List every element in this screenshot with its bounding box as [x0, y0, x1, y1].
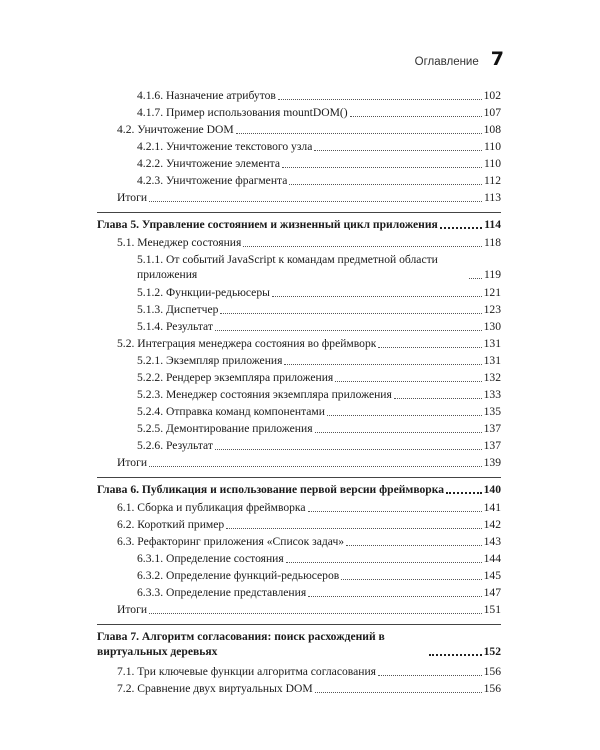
- toc-entry-5-2-6[interactable]: [137, 438, 501, 453]
- toc-entry-5-1[interactable]: [117, 235, 501, 250]
- dot-leader: [378, 347, 481, 348]
- dot-leader: [314, 150, 482, 151]
- toc-entry-page: 121: [483, 286, 501, 299]
- toc-entry-5-2[interactable]: [117, 336, 501, 351]
- toc-entry-page: 123: [483, 303, 501, 316]
- dot-leader: [440, 227, 482, 229]
- dot-leader: [308, 596, 481, 597]
- toc-entry-page: 144: [483, 552, 501, 565]
- chapter-divider: [97, 212, 501, 213]
- toc-entry-title: 5.2.5. Демонтирование приложения: [137, 422, 313, 435]
- toc-entry-title: 4.2.3. Уничтожение фрагмента: [137, 174, 288, 187]
- toc-entry-page: 151: [483, 603, 501, 616]
- toc-entry-5-2-3[interactable]: [137, 387, 501, 402]
- dot-leader: [278, 99, 482, 100]
- toc-entry-title: 5.2.3. Менеджер состояния экземпляра приложения: [137, 388, 392, 401]
- toc-entry-page: 119: [484, 268, 501, 281]
- dot-leader: [272, 296, 482, 297]
- dot-leader: [243, 246, 482, 247]
- toc-entry-5-2-5[interactable]: [137, 421, 501, 436]
- toc-entry-title: 7.2. Сравнение двух виртуальных DOM: [117, 682, 313, 695]
- toc-entry-title: 5.1.3. Диспетчер: [137, 303, 219, 316]
- dot-leader: [327, 415, 482, 416]
- toc-entry-page: 132: [483, 371, 501, 384]
- dot-leader: [429, 654, 482, 656]
- toc-entry-5-2-4[interactable]: [137, 404, 501, 419]
- toc-entry-title: 5.2. Интеграция менеджера состояния во фреймворк: [117, 337, 377, 350]
- toc-entry-page: 133: [483, 388, 501, 401]
- toc-chapter-5[interactable]: [97, 217, 501, 232]
- dot-leader: [226, 528, 481, 529]
- toc-entry-page: 142: [483, 518, 501, 531]
- toc-entry-4-2[interactable]: [117, 122, 501, 137]
- toc-entry-page: 131: [483, 354, 501, 367]
- dot-leader: [282, 167, 482, 168]
- toc-entry-page: 131: [483, 337, 501, 350]
- toc-entry-5-2-1[interactable]: [137, 353, 501, 368]
- toc-entry-6-3-3[interactable]: [137, 585, 501, 600]
- toc-entry-title: Итоги: [117, 456, 148, 469]
- toc-entry-5-1-4[interactable]: [137, 319, 501, 334]
- page-number: 7: [490, 48, 504, 70]
- toc-entry-title: 4.2.2. Уничтожение элемента: [137, 157, 281, 170]
- toc-entry-title: 4.1.6. Назначение атрибутов: [137, 89, 276, 102]
- dot-leader: [315, 692, 482, 693]
- toc-entry-6-3-1[interactable]: [137, 551, 501, 566]
- toc-entry-6-1[interactable]: [117, 500, 501, 515]
- toc-entry-page: 139: [483, 456, 501, 469]
- dot-leader: [378, 675, 482, 676]
- toc-entry-title: 6.1. Сборка и публикация фреймворка: [117, 501, 306, 514]
- toc-entry-title: 6.3.3. Определение представления: [137, 586, 307, 599]
- toc-chapter-title: Глава 7. Алгоритм согласования: поиск расхождений в виртуальных деревьях: [97, 630, 385, 658]
- toc-entry-page: 118: [484, 236, 501, 249]
- dot-leader: [149, 201, 482, 202]
- toc-entry-page: 102: [483, 89, 501, 102]
- toc-entry-4-1-7[interactable]: [137, 105, 501, 120]
- dot-leader: [149, 613, 482, 614]
- toc-chapter-page: 152: [483, 645, 501, 658]
- toc-entry-page: 107: [483, 106, 501, 119]
- dot-leader: [394, 398, 482, 399]
- toc-entry-page: 130: [483, 320, 501, 333]
- chapter-divider: [97, 477, 501, 478]
- toc-entry-page: 147: [483, 586, 501, 599]
- toc-entry-page: 137: [483, 422, 501, 435]
- toc-entry-4-2-1[interactable]: [137, 139, 501, 154]
- toc-entry-page: 112: [484, 174, 501, 187]
- dot-leader: [286, 562, 482, 563]
- toc-entry-5-1-1[interactable]: [137, 252, 501, 282]
- toc-entry-title: 5.1.4. Результат: [137, 320, 213, 333]
- dot-leader: [308, 511, 482, 512]
- dot-leader: [220, 313, 481, 314]
- running-head: [415, 48, 504, 70]
- toc-entry-summary-4[interactable]: [117, 190, 501, 205]
- toc-entry-6-2[interactable]: [117, 517, 501, 532]
- toc-entry-title: Итоги: [117, 603, 148, 616]
- toc-entry-title: 5.1. Менеджер состояния: [117, 236, 242, 249]
- toc-chapter-title: Глава 6. Публикация и использование первой версии фреймворка: [97, 483, 445, 496]
- toc-entry-6-3-2[interactable]: [137, 568, 501, 583]
- toc-entry-title: 6.3.2. Определение функций-редьюсеров: [137, 569, 340, 582]
- dot-leader: [315, 432, 482, 433]
- toc-entry-title: 5.1.2. Функции-редьюсеры: [137, 286, 270, 299]
- toc-entry-4-1-6[interactable]: [137, 88, 501, 103]
- dot-leader: [350, 116, 482, 117]
- dot-leader: [346, 545, 482, 546]
- toc-entry-6-3[interactable]: [117, 534, 501, 549]
- toc-entry-7-1[interactable]: [117, 664, 501, 679]
- toc-entry-page: 145: [483, 569, 501, 582]
- dot-leader: [335, 381, 481, 382]
- running-head-section: Оглавление: [414, 56, 479, 68]
- toc-entry-page: 135: [483, 405, 501, 418]
- dot-leader: [236, 133, 482, 134]
- toc-entry-page: 110: [484, 157, 501, 170]
- chapter-divider: [97, 624, 501, 625]
- toc-entry-summary-6[interactable]: [117, 602, 501, 617]
- toc-entry-page: 143: [483, 535, 501, 548]
- toc-entry-summary-5[interactable]: [117, 455, 501, 470]
- toc-entry-7-2[interactable]: [117, 681, 501, 696]
- toc-entry-page: 108: [483, 123, 501, 136]
- toc-chapter-7[interactable]: [97, 629, 501, 659]
- toc-entry-title: 6.3.1. Определение состояния: [137, 552, 284, 565]
- toc-entry-title: Итоги: [117, 191, 148, 204]
- dot-leader: [215, 449, 482, 450]
- toc-entry-5-1-2[interactable]: [137, 285, 501, 300]
- dot-leader: [149, 466, 482, 467]
- dot-leader: [469, 278, 482, 279]
- toc-entry-4-2-2[interactable]: [137, 156, 501, 171]
- toc-entry-page: 113: [484, 191, 501, 204]
- toc-entry-title: 4.2. Уничтожение DOM: [117, 123, 234, 136]
- toc-entry-title: 5.2.2. Рендерер экземпляра приложения: [137, 371, 334, 384]
- toc-chapter-title: Глава 5. Управление состоянием и жизненный цикл приложения: [97, 218, 438, 231]
- dot-leader: [341, 579, 481, 580]
- toc-entry-title: 4.1.7. Пример использования mountDOM(): [137, 106, 348, 119]
- toc-entry-page: 137: [483, 439, 501, 452]
- toc-entry-title: 7.1. Три ключевые функции алгоритма согласования: [117, 665, 376, 678]
- toc-entry-title: 6.3. Рефакторинг приложения «Список задач»: [117, 535, 345, 548]
- toc-chapter-page: 114: [484, 218, 501, 231]
- toc-entry-title: 4.2.1. Уничтожение текстового узла: [137, 140, 313, 153]
- toc-entry-title: 5.2.4. Отправка команд компонентами: [137, 405, 325, 418]
- dot-leader: [289, 184, 482, 185]
- toc-entry-5-2-2[interactable]: [137, 370, 501, 385]
- toc-entry-5-1-3[interactable]: [137, 302, 501, 317]
- dot-leader: [215, 330, 482, 331]
- dot-leader: [284, 364, 481, 365]
- toc-chapter-6[interactable]: [97, 482, 501, 497]
- dot-leader: [446, 492, 482, 494]
- toc-entry-title: 5.2.6. Результат: [137, 439, 213, 452]
- toc-chapter-page: 140: [483, 483, 501, 496]
- toc-entry-page: 141: [483, 501, 501, 514]
- toc-entry-page: 156: [483, 665, 501, 678]
- toc-entry-title: 5.2.1. Экземпляр приложения: [137, 354, 283, 367]
- toc-entry-4-2-3[interactable]: [137, 173, 501, 188]
- toc-entry-title: 5.1.1. От событий JavaScript к командам предметной области приложения: [137, 253, 438, 281]
- toc-entry-page: 110: [484, 140, 501, 153]
- toc-entry-page: 156: [483, 682, 501, 695]
- toc-entry-title: 6.2. Короткий пример: [117, 518, 225, 531]
